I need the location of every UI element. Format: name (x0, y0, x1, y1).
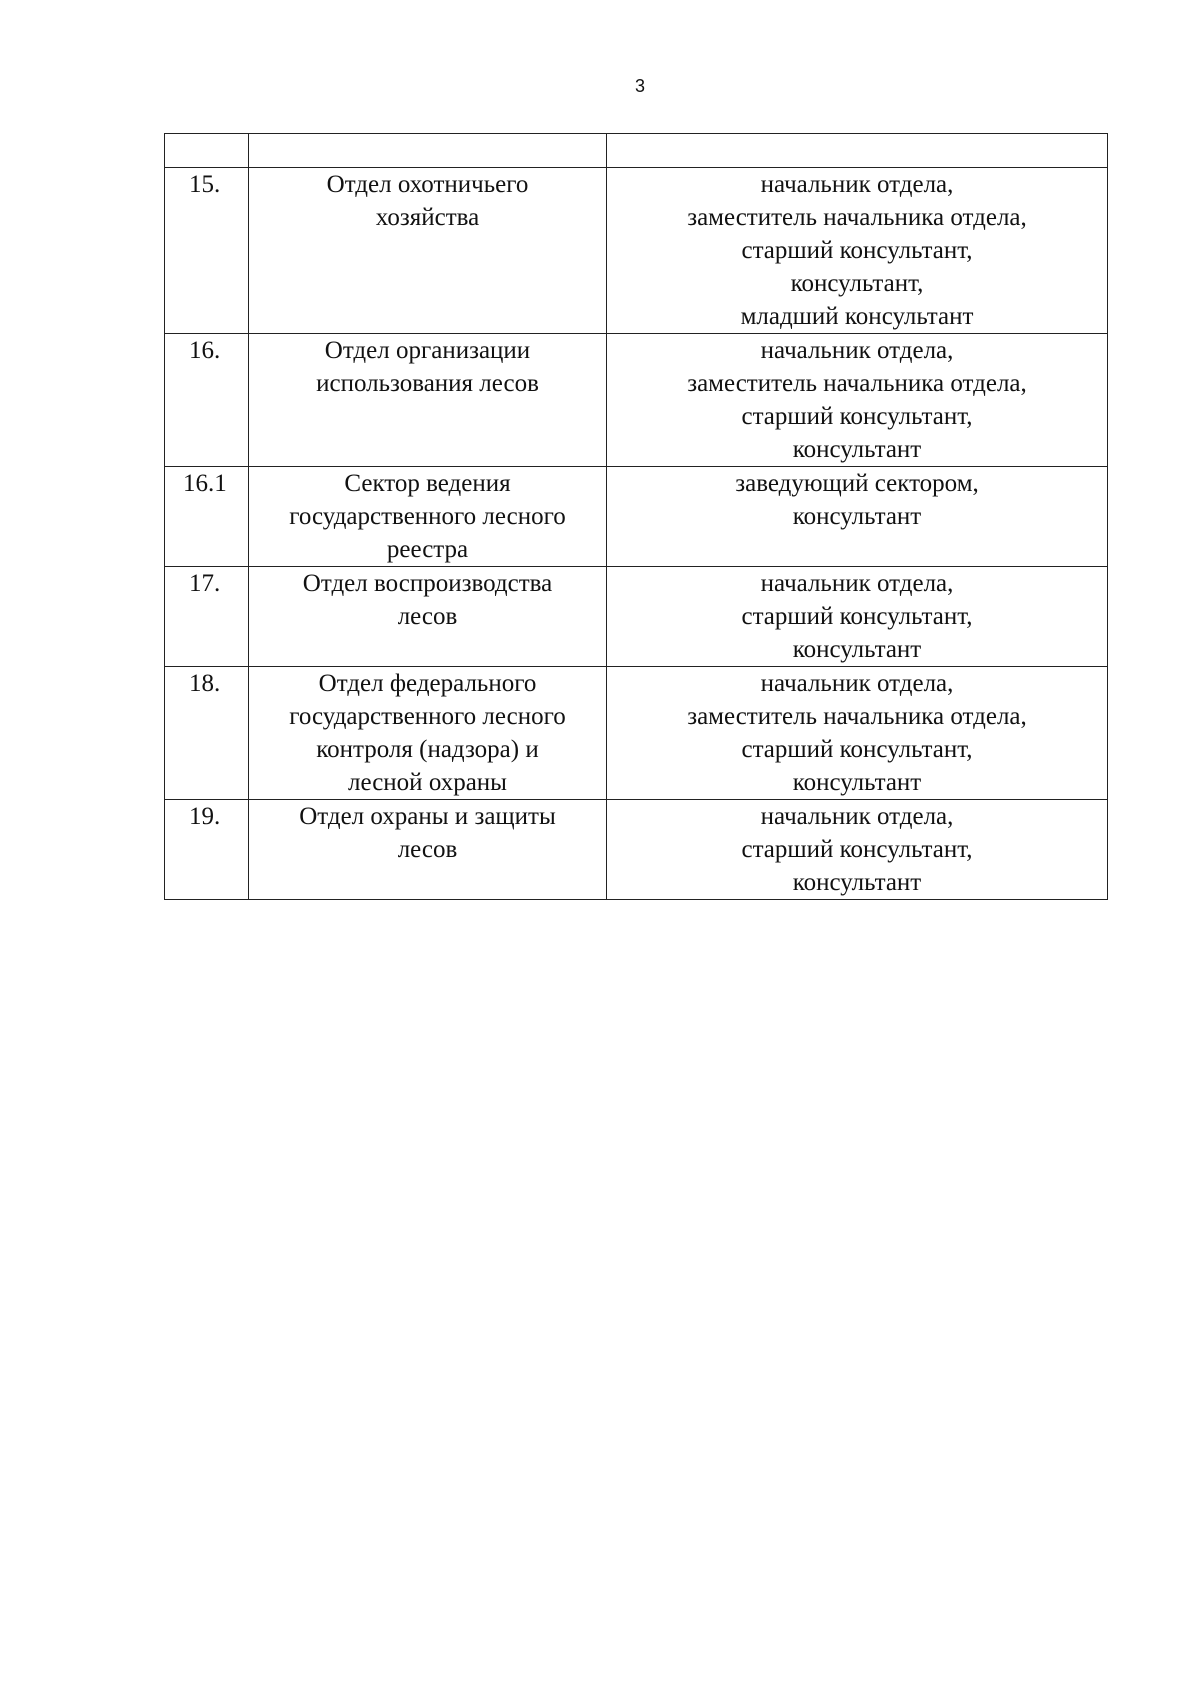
row-number: 19. (165, 800, 249, 900)
row-number: 18. (165, 667, 249, 800)
department-line: использования лесов (316, 370, 539, 397)
position-line: старший консультант, (741, 403, 973, 430)
department-cell (249, 567, 607, 667)
position-line: начальник отдела, (760, 337, 954, 364)
position-line: консультант (792, 436, 922, 463)
header-cell-department (249, 134, 607, 168)
table-header-row (165, 134, 1108, 168)
page-number: 3 (634, 76, 645, 96)
department-line: контроля (надзора) и (316, 736, 539, 763)
table-row (165, 800, 1108, 900)
positions-cell (607, 800, 1108, 900)
position-line: консультант (792, 503, 922, 530)
positions-cell (607, 334, 1108, 467)
department-cell (249, 667, 607, 800)
position-line: начальник отдела, (760, 670, 954, 697)
department-cell (249, 168, 607, 334)
position-line: заместитель начальника отдела, (687, 370, 1027, 397)
row-number: 16.1 (165, 467, 249, 567)
department-line: Отдел федерального (318, 670, 537, 697)
position-line: заведующий сектором, (735, 470, 979, 497)
positions-cell (607, 667, 1108, 800)
department-line: Отдел воспроизводства (302, 570, 553, 597)
position-line: старший консультант, (741, 736, 973, 763)
header-cell-number (165, 134, 249, 168)
table-row (165, 667, 1108, 800)
department-line: государственного лесного (289, 503, 566, 530)
department-line: Отдел организации (324, 337, 531, 364)
position-line: консультант (792, 869, 922, 896)
row-number: 15. (165, 168, 249, 334)
position-line: заместитель начальника отдела, (687, 703, 1027, 730)
department-line: Сектор ведения (344, 470, 511, 497)
table-row (165, 168, 1108, 334)
department-line: Отдел охотничьего (326, 171, 529, 198)
positions-cell (607, 467, 1108, 567)
department-line: Отдел охраны и защиты (299, 803, 556, 830)
position-line: начальник отдела, (760, 803, 954, 830)
department-cell (249, 800, 607, 900)
department-line: государственного лесного (289, 703, 566, 730)
position-line: консультант (792, 636, 922, 663)
department-line: реестра (386, 536, 469, 563)
position-line: заместитель начальника отдела, (687, 204, 1027, 231)
department-cell (249, 334, 607, 467)
position-line: старший консультант, (741, 603, 973, 630)
department-line: лесов (397, 603, 458, 630)
row-number: 17. (165, 567, 249, 667)
department-line: лесной охраны (348, 769, 507, 796)
position-line: начальник отдела, (760, 570, 954, 597)
table-row (165, 334, 1108, 467)
position-line: начальник отдела, (760, 171, 954, 198)
position-line: младший консультант (740, 303, 974, 330)
department-line: хозяйства (375, 204, 480, 231)
header-cell-positions (607, 134, 1108, 168)
departments-table (164, 133, 1108, 900)
positions-cell (607, 567, 1108, 667)
position-line: консультант (792, 769, 922, 796)
table-row (165, 467, 1108, 567)
positions-cell (607, 168, 1108, 334)
row-number: 16. (165, 334, 249, 467)
department-cell (249, 467, 607, 567)
position-line: старший консультант, (741, 237, 973, 264)
position-line: консультант, (790, 270, 924, 297)
department-line: лесов (397, 836, 458, 863)
position-line: старший консультант, (741, 836, 973, 863)
table-row (165, 567, 1108, 667)
